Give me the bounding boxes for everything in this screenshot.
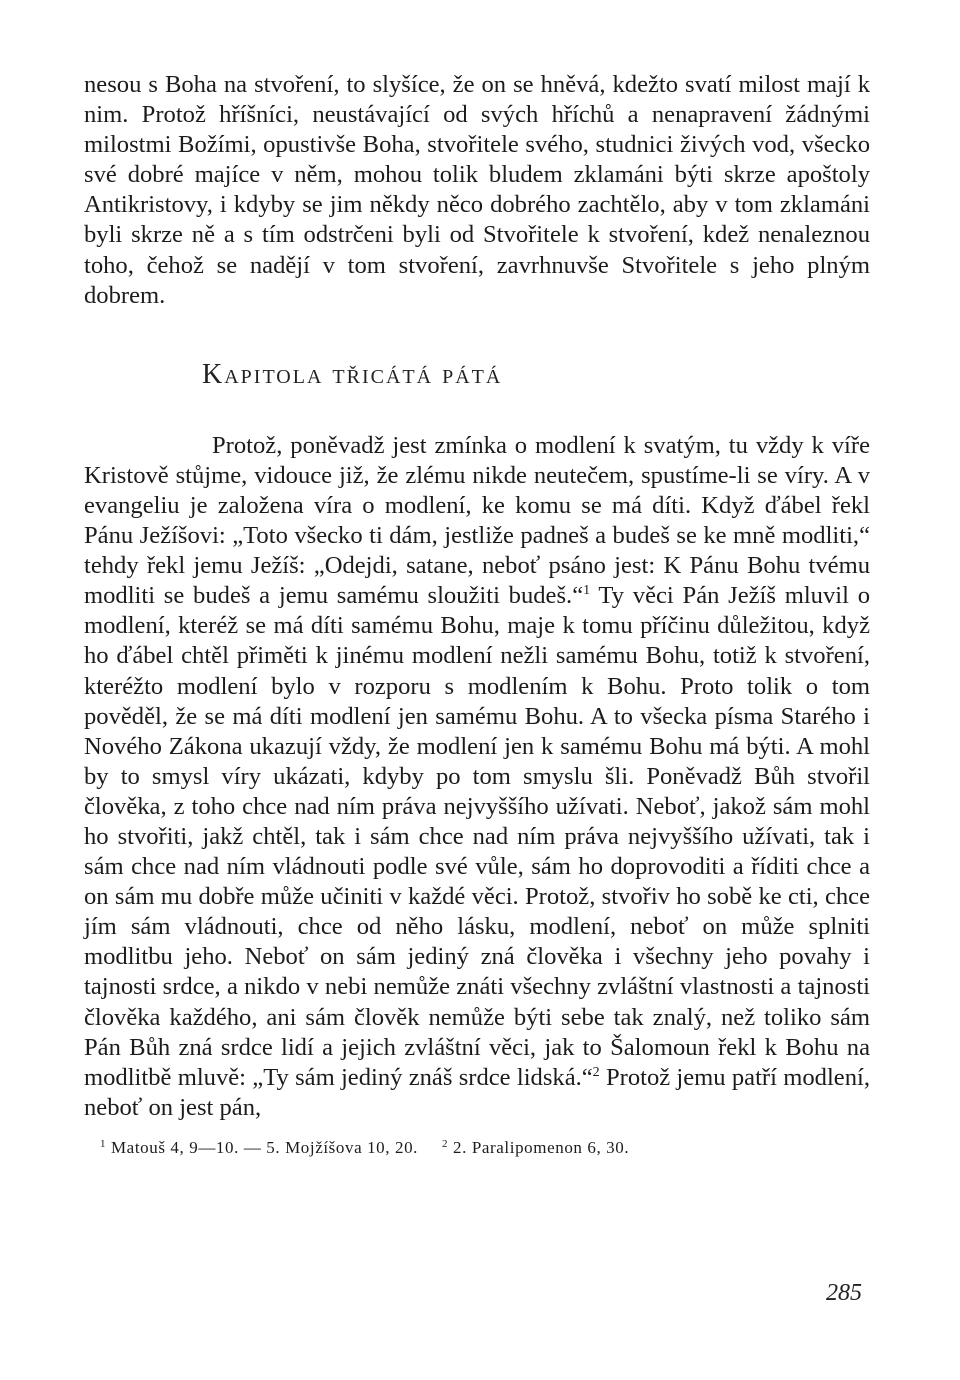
footnote-mark-1: 1 bbox=[100, 1137, 107, 1150]
page-content bbox=[84, 70, 870, 1159]
page-number: 285 bbox=[826, 1280, 862, 1306]
footnotes bbox=[84, 1137, 870, 1159]
footnote-mark-2: 2 bbox=[442, 1137, 449, 1150]
body-text-part-2: Ty věci Pán Ježíš mluvil o modlení, kteréž se má díti samému Bohu, maje k tomu příčinu důležitou, když ho ďábel chtěl přiměti k jinému modlení nežli samému Bohu, totiž k stvoření, kteréžto modlení bylo v rozporu s modlením k Bohu. Proto tolik o tom pověděl, že se má díti modlení jen samému Bohu. A to všecka písma Starého i Nového Zákona ukazují vždy, že modlení jen k samému Bohu má býti. A mohl by to smysl víry ukázati, kdyby po tom smyslu šli. Poněvadž Bůh stvořil člověka, z toho chce nad ním práva nejvyššího užívati. Neboť, jakož sám mohl ho stvořiti, jakž chtěl, tak i sám chce nad ním práva nejvyššího užívati, tak i sám chce nad ním vládnouti podle své vůle, sám ho doprovoditi a říditi chce a on sám mu dobře může učiniti v každé věci. Protož, stvořiv ho sobě ke cti, chce jím sám vládnouti, chce od něho lásku, modlení, neboť on může splniti modlitbu jeho. Neboť on sám jediný zná člověka i všechny jeho povahy i tajnosti srdce, a nikdo v nebi nemůže znáti všechny zvláštní vlastnosti a tajnosti člověka každého, ani sám člověk nemůže býti sebe tak znalý, než toliko sám Pán Bůh zná srdce lidí a jejich zvláštní věci, jak to Šalomoun řekl k Bohu na modlitbě mluvě: „Ty sám jediný znáš srdce lidská.“ bbox=[84, 582, 870, 1091]
body-text-part-1: Protož, poněvadž jest zmínka o modlení k svatým, tu vždy k víře Kristově stůjme, vidouce již, že zlému nikde neutečem, spustíme-li se víry. A v evangeliu je založena víra o modlení, ke komu se má díti. Když ďábel řekl Pánu Ježíšovi: „Toto všecko ti dám, jestliže padneš a budeš se ke mně modliti,“ tehdy řekl jemu Ježíš: „Odejdi, satane, neboť psáno jest: K Pánu Bohu tvému modliti se budeš a jemu samému sloužiti budeš.“ bbox=[84, 431, 870, 610]
footnote-ref-2: 2 bbox=[592, 1064, 600, 1080]
footnote-text-1: Matouš 4, 9—10. — 5. Mojžíšova 10, 20. bbox=[110, 1137, 419, 1157]
opening-paragraph: nesou s Boha na stvoření, to slyšíce, že on se hněvá, kdežto svatí milost mají k nim. Protož hříšníci, neustávající od svých hříchů a nenapravení žádnými milostmi Božími, opustivše Boha, stvořitele svého, studnici živých vod, všecko své dobré majíce v něm, mohou tolik bludem zklamáni býti skrze apoštoly Antikristovy, i kdyby se jim někdy něco dobrého zachtělo, aby v tom zklamáni byli skrze ně a s tím odstrčeni byli od Stvořitele k stvoření, kdež nenaleznou toho, čehož se nadějí v tom stvoření, zavrhnuvše Stvořitele s jeho plným dobrem. bbox=[84, 71, 870, 309]
footnote-1 bbox=[100, 1138, 418, 1157]
footnote-2 bbox=[442, 1138, 629, 1157]
footnote-ref-1: 1 bbox=[583, 583, 591, 599]
body-text-part-3: Protož jemu patří modlení, neboť on jest pán, bbox=[84, 1063, 870, 1121]
footnote-text-2: 2. Paralipomenon 6, 30. bbox=[453, 1137, 630, 1157]
chapter-body-paragraph bbox=[84, 431, 870, 1123]
chapter-title: Kapitola třicátá pátá bbox=[202, 358, 503, 390]
